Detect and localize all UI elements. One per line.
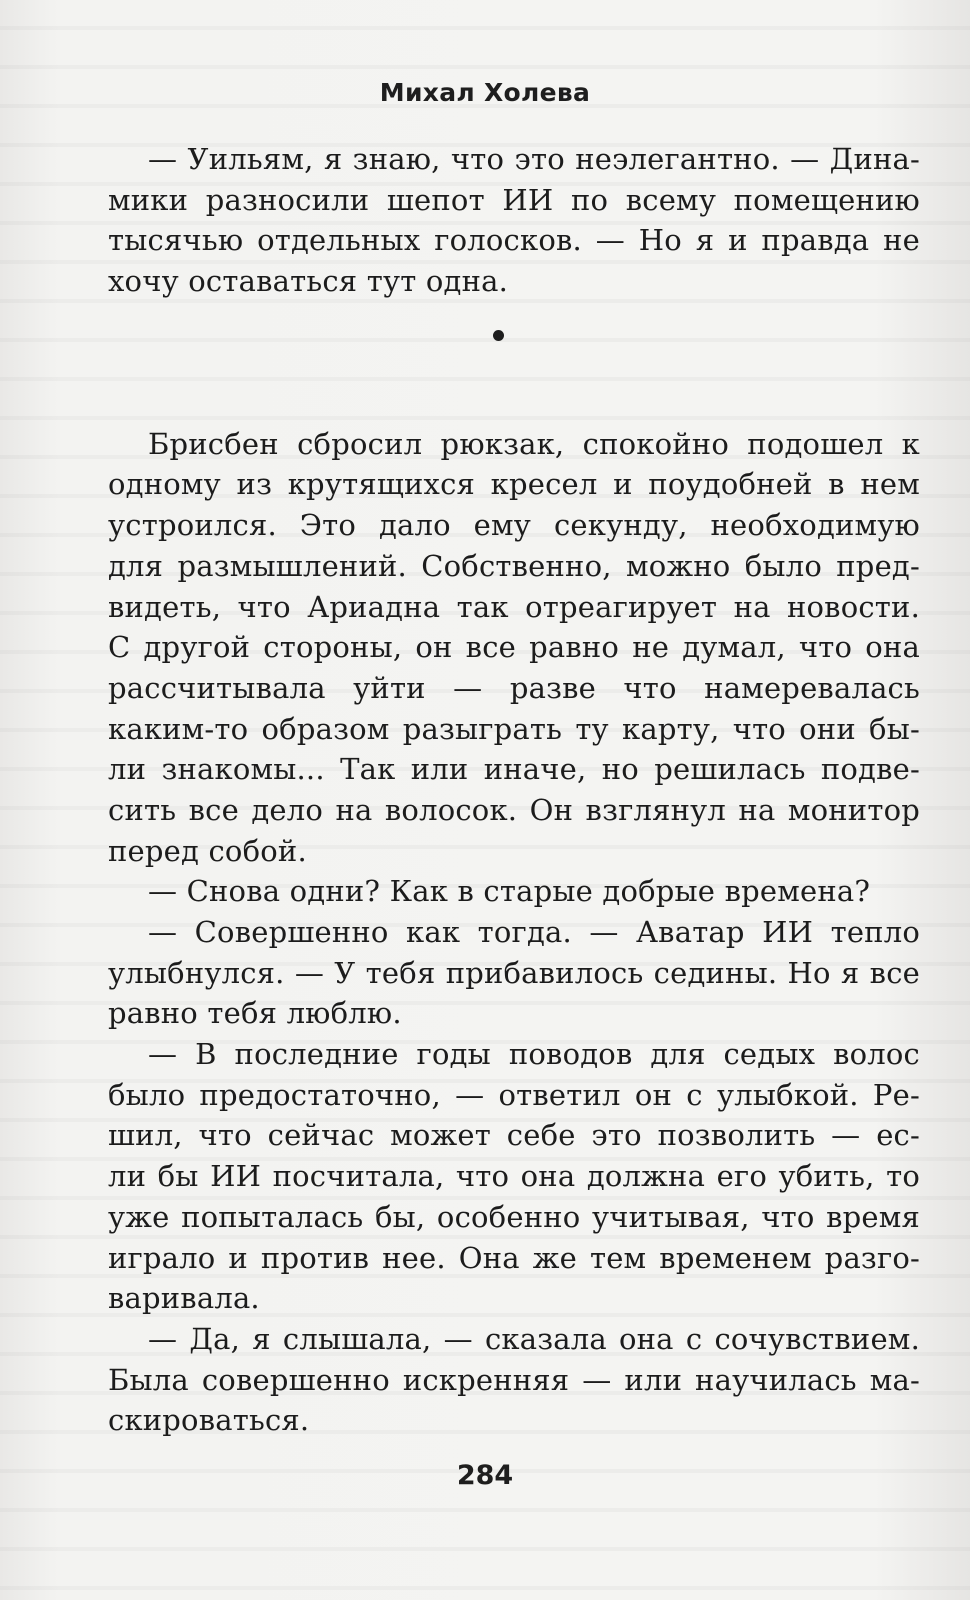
text-line: — Да, я слышала, — сказала она с сочувствием. [148,1321,920,1356]
text-line: Была совершенно искренняя — или научилась ма- [108,1362,920,1397]
text-line: С другой стороны, он все равно не думал, что она [108,630,920,665]
text-line: хочу оставаться тут одна. [108,264,509,299]
running-header-author: Михал Холева [379,78,591,107]
text-line: устроился. Это дало ему секунду, необходимую [108,508,920,543]
text-line: ли знакомы... Так или иначе, но решилась подве- [108,752,920,787]
bullet-dot-icon [493,330,504,341]
text-line: рассчитывала уйти — разве что намеревалась [108,670,920,705]
section-break [108,302,920,424]
text-line: для размышлений. Собственно, можно было пред- [108,548,920,583]
text-line: шил, что сейчас может себе это позволить — ес- [108,1118,920,1153]
text-line: одному из крутящихся кресел и поудобней в нем [108,467,920,502]
page-number: 284 [456,1460,514,1491]
text-line: улыбнулся. — У тебя прибавилось седины. Но я все [108,955,920,990]
text-line: перед собой. [108,833,307,868]
text-line: — Совершенно как тогда. — Аватар ИИ тепло [148,915,920,949]
text-line: уже попыталась бы, особенно учитывая, что время [108,1199,920,1234]
text-line: сить все дело на волосок. Он взглянул на монитор [108,792,920,827]
text-line: каким-то образом разыграть ту карту, что они бы- [108,711,920,746]
text-line: равно тебя люблю. [108,996,402,1031]
text-line: — Уильям, я знаю, что это неэлегантно. — Дина- [148,142,920,176]
body-text [108,139,920,1441]
text-line: — Снова одни? Как в старые добрые времена? [148,874,871,909]
text-line: — В последние годы поводов для седых волос [148,1037,920,1072]
text-line: мики разносили шепот ИИ по всему помещению [108,182,920,217]
text-line: играло и против нее. Она же тем временем разго- [108,1240,920,1275]
text-line: видеть, что Ариадна так отреагирует на новости. [108,589,920,624]
text-line: тысячью отдельных голосков. — Но я и правда не [108,223,920,258]
text-line: варивала. [108,1281,260,1316]
text-line: было предостаточно, — ответил он с улыбкой. Ре- [108,1077,920,1112]
text-line: Брисбен сбросил рюкзак, спокойно подошел к [148,426,920,461]
text-line: скироваться. [108,1403,310,1438]
text-line: ли бы ИИ посчитала, что она должна его убить, то [108,1159,920,1194]
